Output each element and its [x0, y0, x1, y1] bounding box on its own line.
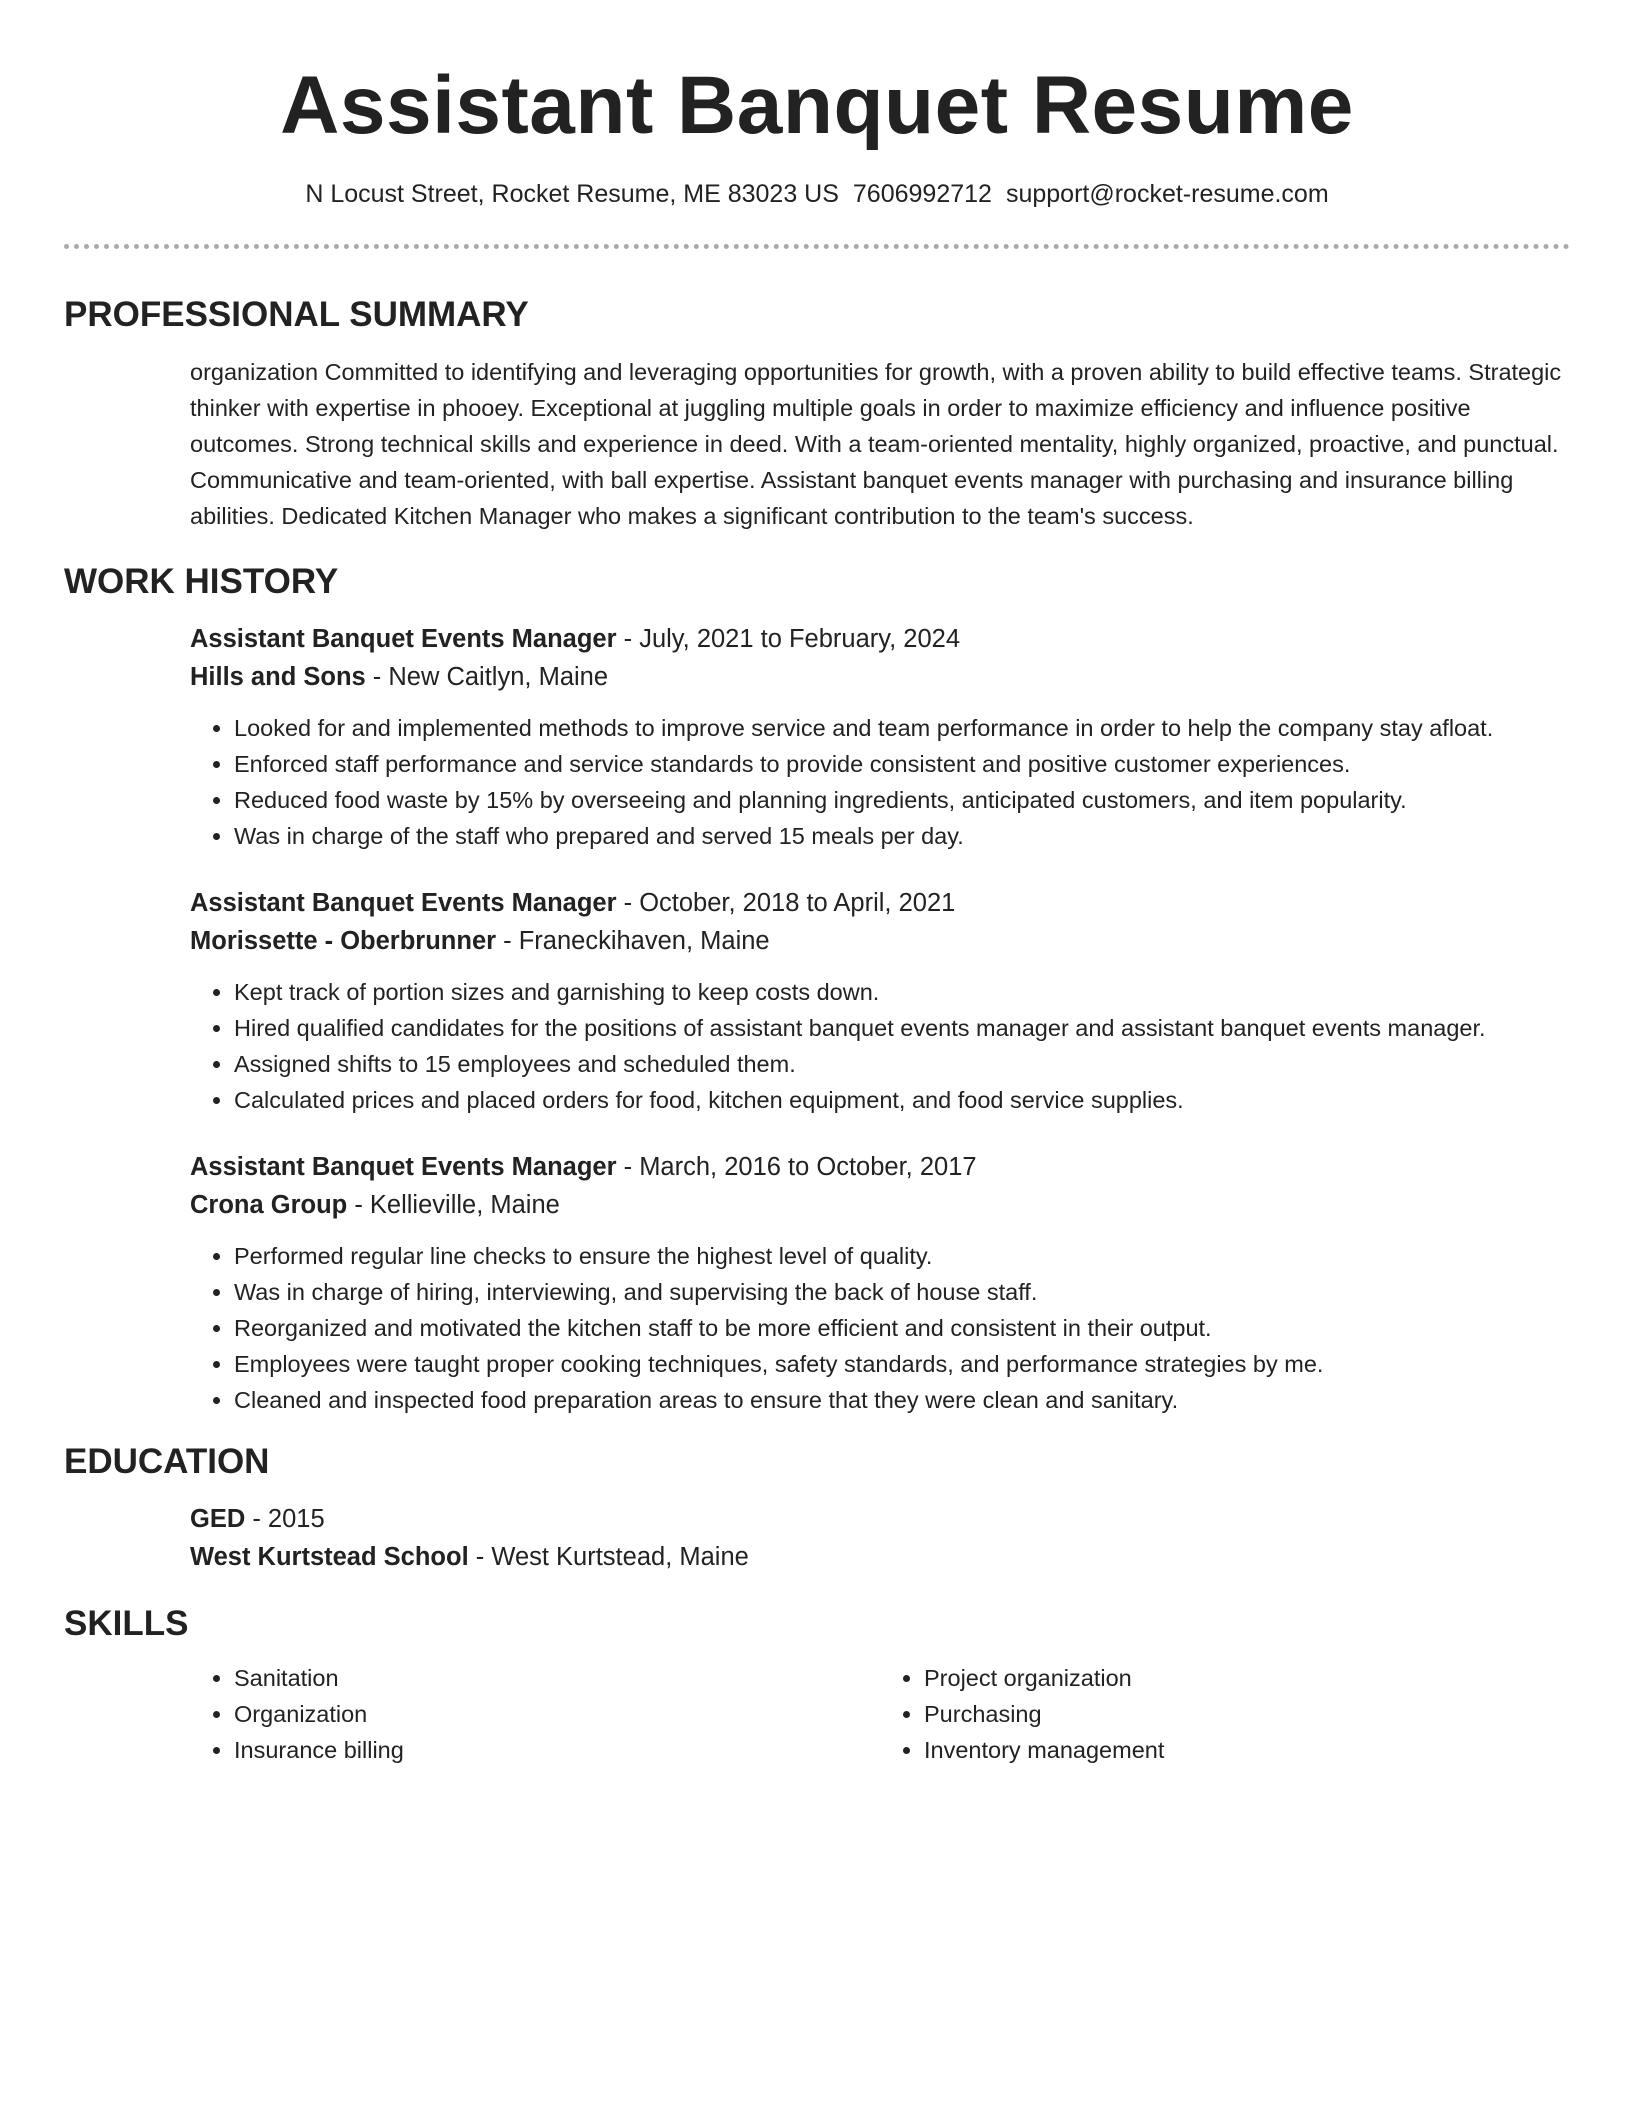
skills-column-left [190, 1660, 880, 1768]
job-bullet: • Enforced staff performance and service standards to provide consistent and positive customer experiences. [234, 746, 1570, 782]
skill-item: • Organization [234, 1696, 880, 1732]
contact-phone: 7606992712 [852, 180, 992, 208]
section-heading-summary: PROFESSIONAL SUMMARY [64, 295, 529, 334]
resume-title: Assistant Banquet Resume [280, 60, 1354, 151]
job-dates: - October, 2018 to April, 2021 [616, 889, 956, 917]
job-dates: - July, 2021 to February, 2024 [616, 625, 961, 653]
job-company-line [190, 922, 1570, 960]
skill-item: • Inventory management [924, 1732, 1570, 1768]
job-bullet: • Employees were taught proper cooking techniques, safety standards, and performance strategies by me. [234, 1346, 1570, 1382]
job-location: - New Caitlyn, Maine [365, 663, 609, 691]
job-entry [190, 884, 1570, 1118]
contact-address: N Locust Street, Rocket Resume, ME 83023 US [305, 180, 839, 208]
skill-item: • Project organization [924, 1660, 1570, 1696]
job-company-line [190, 1186, 1570, 1224]
education-degree-line [190, 1500, 1570, 1538]
section-heading-skills: SKILLS [64, 1604, 189, 1643]
contact-line [64, 178, 1570, 210]
job-location: - Franeckihaven, Maine [496, 927, 770, 955]
header-divider [64, 244, 1570, 249]
job-bullet: • Was in charge of the staff who prepared and served 15 meals per day. [234, 818, 1570, 854]
job-bullets [190, 974, 1570, 1118]
job-title: Assistant Banquet Events Manager [190, 625, 617, 653]
job-title-line [190, 620, 1570, 658]
job-dates: - March, 2016 to October, 2017 [616, 1153, 977, 1181]
skills-section [190, 1660, 1570, 1768]
job-title: Assistant Banquet Events Manager [190, 889, 617, 917]
education-school: West Kurtstead School [190, 1543, 469, 1571]
contact-email: support@rocket-resume.com [1005, 180, 1329, 208]
job-title-line [190, 884, 1570, 922]
job-bullet: • Cleaned and inspected food preparation areas to ensure that they were clean and sanitary. [234, 1382, 1570, 1418]
skills-column-right [880, 1660, 1570, 1768]
job-bullet: • Hired qualified candidates for the positions of assistant banquet events manager and assistant banquet events manager. [234, 1010, 1570, 1046]
job-bullet: • Performed regular line checks to ensure the highest level of quality. [234, 1238, 1570, 1274]
education-degree: GED [190, 1505, 246, 1533]
summary-section [190, 354, 1570, 534]
job-title: Assistant Banquet Events Manager [190, 1153, 617, 1181]
job-title-line [190, 1148, 1570, 1186]
education-school-line [190, 1538, 1570, 1576]
skill-item: • Sanitation [234, 1660, 880, 1696]
skills-grid [190, 1660, 1570, 1768]
education-location: - West Kurtstead, Maine [468, 1543, 749, 1571]
section-heading-education: EDUCATION [64, 1442, 270, 1481]
job-company: Morissette - Oberbrunner [190, 927, 497, 955]
job-company: Crona Group [190, 1191, 348, 1219]
section-heading-work-history: WORK HISTORY [64, 562, 339, 601]
resume-page [64, 0, 1570, 1768]
skill-item: • Purchasing [924, 1696, 1570, 1732]
job-entry [190, 620, 1570, 854]
education-year: - 2015 [245, 1505, 325, 1533]
job-bullet: • Reorganized and motivated the kitchen staff to be more efficient and consistent in their output. [234, 1310, 1570, 1346]
job-company: Hills and Sons [190, 663, 366, 691]
skill-item: • Insurance billing [234, 1732, 880, 1768]
job-bullet: • Assigned shifts to 15 employees and scheduled them. [234, 1046, 1570, 1082]
job-bullet: • Calculated prices and placed orders for food, kitchen equipment, and food service supplies. [234, 1082, 1570, 1118]
job-bullets [190, 710, 1570, 854]
job-company-line [190, 658, 1570, 696]
job-bullet: • Reduced food waste by 15% by overseeing and planning ingredients, anticipated customers, and item popularity. [234, 782, 1570, 818]
job-bullet: • Was in charge of hiring, interviewing, and supervising the back of house staff. [234, 1274, 1570, 1310]
education-entry [190, 1500, 1570, 1576]
summary-text: organization Committed to identifying and leveraging opportunities for growth, with a proven ability to build effective teams. Strategic thinker with expertise in phooey. Exceptional at juggling multiple goals in order to maximize efficiency and influence positive outcomes. Strong technical skills and experience in deed. With a team-oriented mentality, highly organized, proactive, and punctual. Communicative and team-oriented, with ball expertise. Assistant banquet events manager with purchasing and insurance billing abilities. Dedicated Kitchen Manager who makes a significant contribution to the team's success. [190, 359, 1562, 529]
job-location: - Kellieville, Maine [347, 1191, 560, 1219]
job-bullets [190, 1238, 1570, 1418]
job-bullet: • Kept track of portion sizes and garnishing to keep costs down. [234, 974, 1570, 1010]
job-entry [190, 1148, 1570, 1418]
job-bullet: • Looked for and implemented methods to improve service and team performance in order to help the company stay afloat. [234, 710, 1570, 746]
